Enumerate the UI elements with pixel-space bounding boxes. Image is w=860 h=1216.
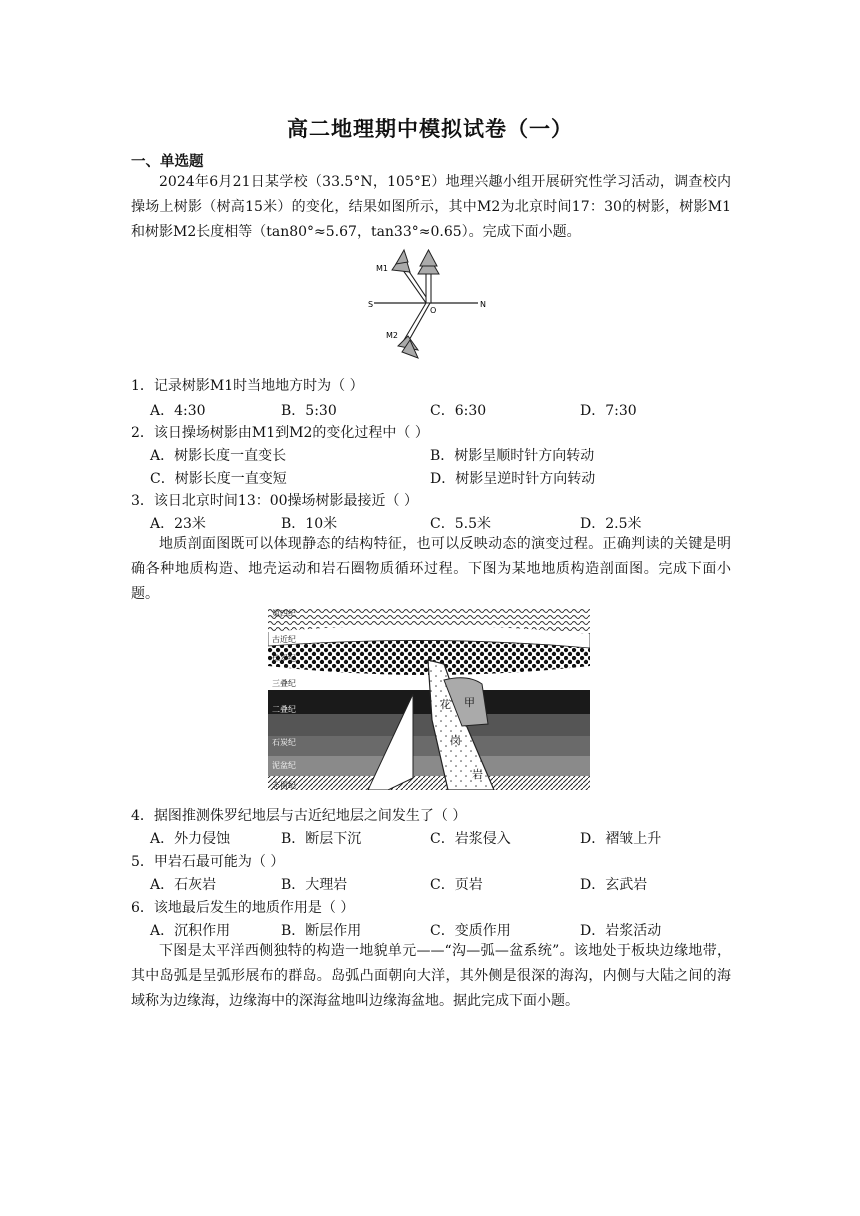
q3-option-d: D．2.5米	[580, 516, 642, 532]
q4-option-c: C．岩浆侵入	[430, 831, 511, 847]
q4-option-d: D．褶皱上升	[580, 831, 662, 847]
q5-option-a: A．石灰岩	[150, 877, 217, 893]
intro-paragraph-3: 下图是太平洋西侧独特的构造一地貌单元——“沟—弧—盆系统”。该地处于板块边缘地带，其中岛弧是呈弧形展布的群岛。岛弧凸面朝向大洋，其外侧是很深的海沟，内侧与大陆之间的海域称为边缘海，边缘海中的深海盆地叫边缘海盆地。据此完成下面小题。	[131, 943, 731, 1009]
q4-option-b: B．断层下沉	[281, 831, 362, 847]
q1-option-d: D．7:30	[580, 403, 637, 419]
q6-option-a: A．沉积作用	[150, 923, 231, 939]
layer-devonian	[268, 756, 590, 776]
label-layer-1: 古近纪	[272, 635, 296, 644]
intro-paragraph-2: 地质剖面图既可以体现静态的结构特征，也可以反映动态的演变过程。正确判读的关键是明确各种地质构造、地壳运动和岩石圈物质循环过程。下图为某地地质构造剖面图。完成下面小题。	[131, 536, 731, 602]
intro-paragraph-1: 2024年6月21日某学校（33.5°N，105°E）地理兴趣小组开展研究性学习活动，调查校内操场上树影（树高15米）的变化，结果如图所示，其中M2为北京时间17：30的树影，树影M1和树影M2长度相等（tan80°≈5.67，tan33°≈0.65）。完成下面小题。	[131, 174, 731, 240]
label-layer-3: 三叠纪	[272, 679, 296, 688]
label-layer-6: 泥盆纪	[272, 761, 296, 770]
layer-permian	[268, 690, 590, 714]
q5-option-c: C．页岩	[430, 877, 483, 893]
page-title: 高二地理期中模拟试卷（一）	[287, 116, 573, 141]
question-4: 4．据图推测侏罗纪地层与古近纪地层之间发生了（ ）	[131, 808, 467, 824]
q2-option-b: B．树影呈顺时针方向转动	[430, 448, 595, 464]
q1-option-a: A．4:30	[150, 403, 206, 419]
q6-option-d: D．岩浆活动	[580, 923, 662, 939]
label-jia: 甲	[464, 696, 475, 709]
layer-carboniferous	[268, 736, 590, 756]
q1-option-c: C．6:30	[430, 403, 487, 419]
label-m1: M1	[376, 264, 388, 273]
question-2: 2．该日操场树影由M1到M2的变化过程中（ ）	[131, 425, 429, 441]
question-1: 1．记录树影M1时当地地方时为（ ）	[131, 378, 364, 394]
q6-option-b: B．断层作用	[281, 923, 362, 939]
q5-option-d: D．玄武岩	[580, 877, 648, 893]
label-layer-7: 志留纪	[272, 781, 296, 790]
q2-option-a: A．树影长度一直变长	[150, 448, 287, 464]
label-layer-2: 侏罗纪	[272, 654, 296, 663]
question-5: 5．甲岩石最可能为（ ）	[131, 854, 285, 870]
q6-option-c: C．变质作用	[430, 923, 511, 939]
label-n: N	[480, 300, 486, 309]
question-3: 3．该日北京时间13：00操场树影最接近（ ）	[131, 493, 418, 509]
q1-option-b: B．5:30	[281, 403, 337, 419]
label-layer-0: 第四纪	[272, 609, 296, 618]
q2-option-c: C．树影长度一直变短	[150, 471, 287, 487]
geologic-section-figure	[268, 608, 590, 790]
q2-option-d: D．树影呈逆时针方向转动	[430, 471, 596, 487]
label-layer-5: 石炭纪	[272, 738, 296, 747]
label-granite-3: 岩	[472, 768, 483, 781]
label-o: O	[430, 306, 437, 315]
layer-silurian	[268, 776, 590, 790]
label-layer-4: 二叠纪	[272, 705, 296, 714]
section-heading: 一、单选题	[131, 153, 204, 170]
label-granite-2: 岗	[450, 734, 461, 747]
layer-permian-lower	[268, 712, 590, 736]
q3-option-c: C．5.5米	[430, 516, 491, 532]
label-granite-1: 花	[440, 698, 451, 711]
question-6: 6．该地最后发生的地质作用是（ ）	[131, 900, 355, 916]
tree-shadow-figure	[360, 246, 500, 366]
q5-option-b: B．大理岩	[281, 877, 348, 893]
label-s: S	[368, 300, 374, 309]
label-m2: M2	[386, 331, 398, 340]
q3-option-b: B．10米	[281, 516, 338, 532]
q4-option-a: A．外力侵蚀	[150, 831, 231, 847]
q3-option-a: A．23米	[150, 516, 206, 532]
